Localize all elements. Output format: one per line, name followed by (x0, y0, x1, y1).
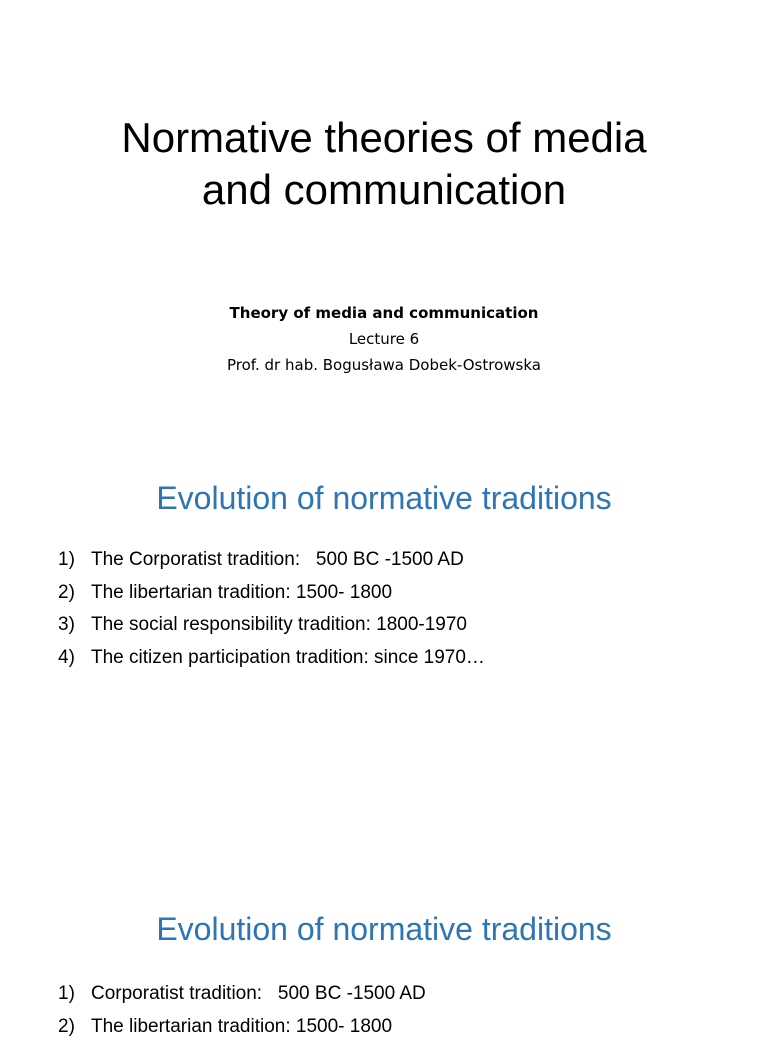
list-item (58, 1011, 426, 1043)
item-number: 2) (58, 1011, 91, 1043)
item-text: The Corporatist tradition: 500 BC -1500 AD (91, 544, 464, 577)
item-number: 1) (58, 544, 91, 577)
traditions-slide (0, 432, 768, 864)
traditions-slide-partial (0, 864, 768, 1024)
subtitle-block (0, 300, 768, 378)
slide-heading: Evolution of normative traditions (0, 909, 768, 949)
item-number: 2) (58, 577, 91, 610)
item-text: Corporatist tradition: 500 BC -1500 AD (91, 978, 426, 1011)
lecture-number: Lecture 6 (0, 326, 768, 352)
item-text: The citizen participation tradition: since 1970… (91, 642, 485, 675)
item-number: 4) (58, 642, 91, 675)
traditions-list (58, 544, 485, 674)
list-item (58, 577, 485, 610)
title-line-2: and communication (0, 164, 768, 216)
course-name: Theory of media and communication (0, 300, 768, 326)
title-line-1: Normative theories of media (0, 112, 768, 164)
list-item (58, 642, 485, 675)
item-number: 3) (58, 609, 91, 642)
list-item (58, 544, 485, 577)
item-number: 1) (58, 978, 91, 1011)
item-text: The social responsibility tradition: 1800-1970 (91, 609, 467, 642)
item-text: The libertarian tradition: 1500- 1800 (91, 1011, 392, 1043)
list-item (58, 978, 426, 1011)
traditions-list (58, 978, 426, 1043)
slide-heading: Evolution of normative traditions (0, 478, 768, 518)
presentation-title (0, 112, 768, 216)
professor-name: Prof. dr hab. Bogusława Dobek-Ostrowska (0, 352, 768, 378)
title-slide (0, 0, 768, 432)
item-text: The libertarian tradition: 1500- 1800 (91, 577, 392, 610)
list-item (58, 609, 485, 642)
